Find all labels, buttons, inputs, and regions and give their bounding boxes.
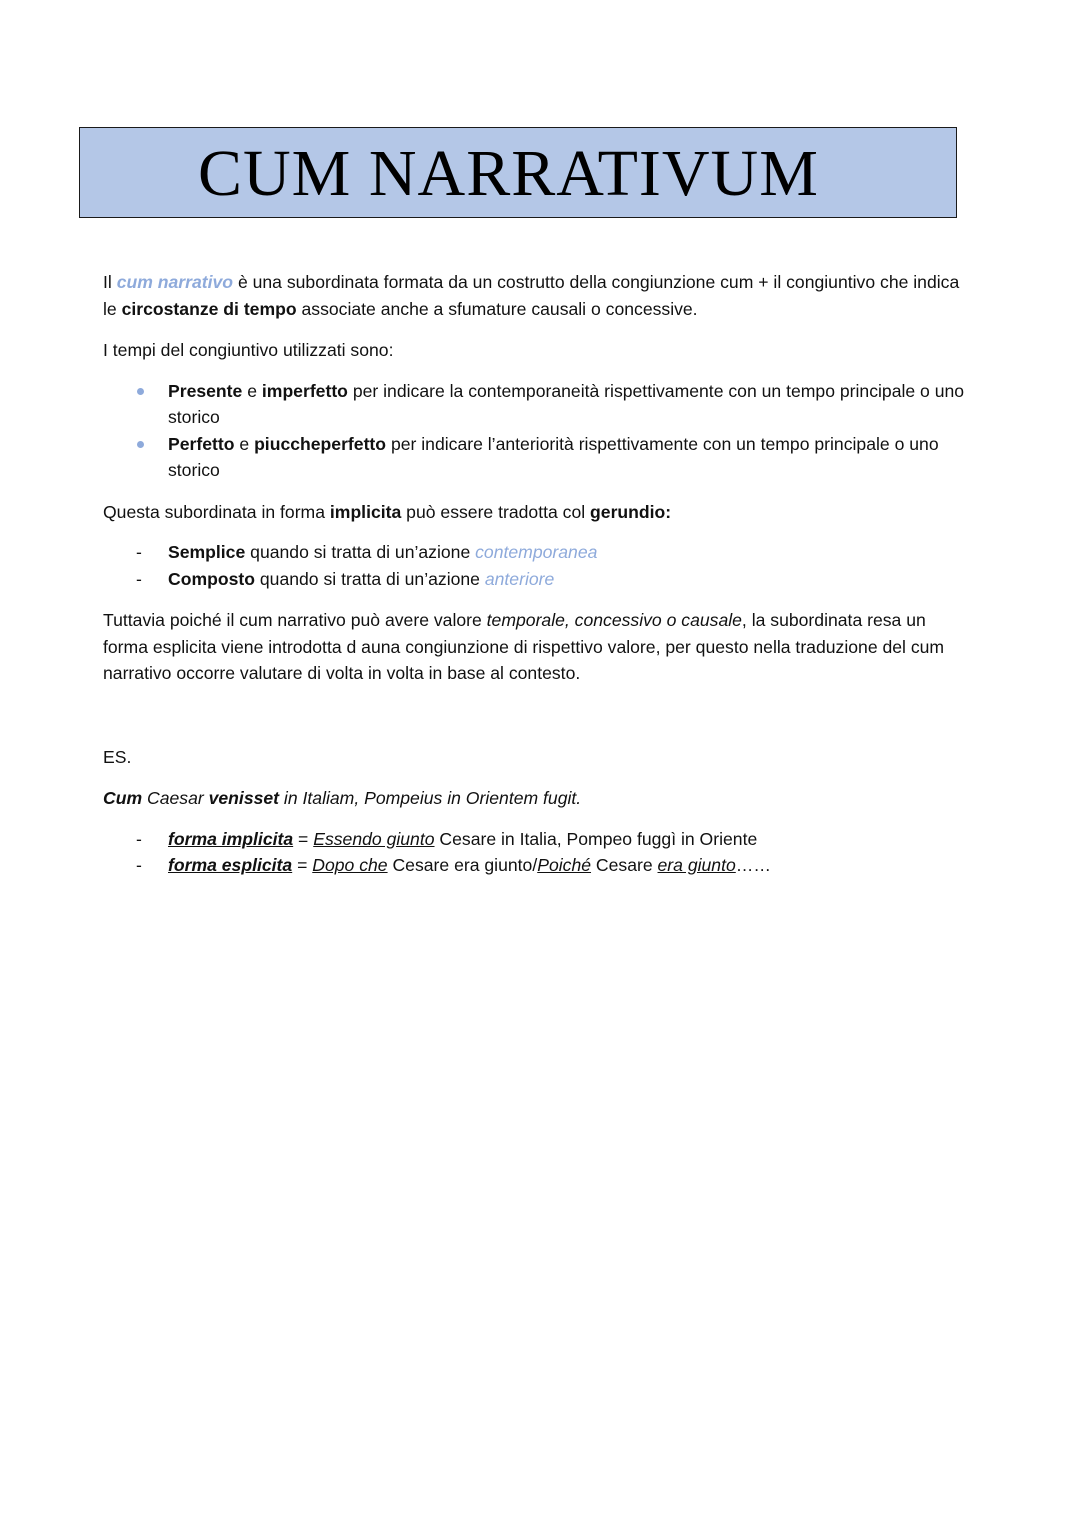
explicit-verb: era giunto (657, 855, 736, 875)
list-item (103, 539, 973, 566)
tense-bold-2: imperfetto (261, 380, 348, 401)
gerund-blue: anteriore (484, 568, 555, 589)
gerund-bold: Composto (168, 568, 255, 589)
explicit-conj-2: Poiché (537, 855, 592, 875)
tense-bold-1: Perfetto (168, 433, 235, 454)
implicit-bold-2: gerundio: (590, 501, 672, 522)
gerund-text: quando si tratta di un’azione (250, 542, 471, 562)
list-item (103, 378, 973, 431)
tense-text: per indicare la contemporaneità rispettivamente con un tempo principale o uno storico (168, 380, 965, 427)
intro-text-1: Il (103, 272, 112, 292)
list-item (103, 852, 973, 879)
equals-sign: = (298, 828, 309, 849)
tenses-list (103, 378, 973, 484)
tense-text: per indicare l’anteriorità rispettivamente con un tempo principale o uno storico (168, 433, 939, 480)
bullet-icon (137, 441, 144, 448)
equals-sign: = (297, 855, 308, 875)
implicit-gerund: Essendo giunto (313, 828, 435, 849)
list-item (103, 431, 973, 484)
implicit-text-1: Questa subordinata in forma (103, 501, 326, 522)
explicit-conj-1: Dopo che (312, 855, 388, 875)
gerund-blue: contemporanea (475, 542, 598, 562)
intro-paragraph (103, 269, 973, 322)
intro-text-3: associate anche a sfumature causali o concessive. (301, 298, 698, 319)
intro-text-2: è una subordinata formata da un costrutto della congiunzione cum + il congiuntivo che indica le (103, 272, 960, 319)
dash-marker: - (136, 568, 142, 589)
example-label: ES. (103, 746, 132, 767)
implicit-paragraph (103, 499, 973, 526)
gerund-bold: Semplice (168, 542, 246, 562)
tense-bold-1: Presente (168, 380, 243, 401)
explicit-ellipsis: …… (735, 855, 771, 875)
tenses-intro: I tempi del congiuntivo utilizzati sono: (103, 340, 394, 360)
example-forms-list (103, 826, 973, 879)
explicit-form-label: forma esplicita (168, 855, 293, 875)
example-word-4: in Italiam, Pompeius in Orientem fugit. (283, 788, 582, 808)
example-word-2: Caesar (147, 788, 204, 808)
tense-bold-2: piuccheperfetto (254, 433, 387, 454)
page-title: CUM NARRATIVUM (198, 137, 819, 210)
list-item (103, 566, 973, 593)
document-body (103, 269, 973, 879)
example-sentence (103, 785, 973, 812)
implicit-bold-1: implicita (329, 501, 402, 522)
tense-conj: e (247, 380, 258, 401)
however-text-2: , la subordinata resa un forma esplicita viene introdotta d auna congiunzione di rispettivo valore, per questo nella traduzione del cum narrativo occorre valutare di volta in volta in base al contesto. (103, 610, 945, 683)
example-verb: venisset (208, 788, 280, 808)
intro-term: cum narrativo (116, 272, 234, 292)
tense-conj: e (239, 433, 250, 454)
example-cum: Cum (103, 788, 143, 808)
gerund-text: quando si tratta di un’azione (259, 568, 480, 589)
dash-marker: - (136, 542, 142, 562)
however-text-1: Tuttavia poiché il cum narrativo può avere valore (103, 610, 482, 630)
implicit-translation: Cesare in Italia, Pompeo fuggì in Oriente (439, 828, 758, 849)
dash-marker: - (136, 855, 142, 875)
dash-marker: - (136, 828, 142, 849)
gerund-list (103, 539, 973, 592)
title-banner (79, 127, 957, 218)
however-paragraph (103, 607, 973, 687)
bullet-icon (137, 388, 144, 395)
list-item (103, 826, 973, 853)
intro-bold: circostanze di tempo (121, 298, 297, 319)
explicit-text-2: Cesare (595, 855, 653, 875)
implicit-text-2: può essere tradotta col (406, 501, 586, 522)
explicit-text-1: Cesare era giunto/ (392, 855, 538, 875)
however-italic: temporale, concessivo o causale (486, 610, 742, 630)
implicit-form-label: forma implicita (168, 828, 294, 849)
